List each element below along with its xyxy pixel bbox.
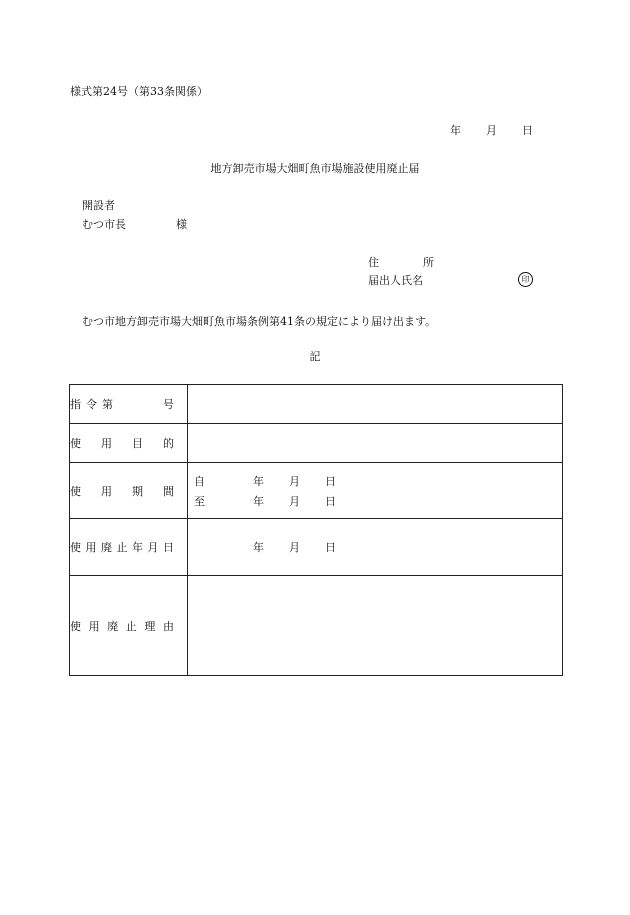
label-char: 理 bbox=[144, 619, 156, 633]
address-label-char: 住 bbox=[368, 256, 379, 269]
label-char: 用 bbox=[88, 619, 100, 633]
label-char: 使 bbox=[70, 437, 81, 450]
form-table bbox=[69, 384, 563, 676]
label-char: 号 bbox=[163, 398, 174, 411]
abolition-reason-field[interactable] bbox=[188, 576, 563, 676]
abolition-day: 日 bbox=[325, 541, 336, 554]
label-char: 止 bbox=[125, 619, 137, 633]
address-label bbox=[368, 257, 434, 268]
ki-heading: 記 bbox=[309, 350, 321, 363]
row-label-period bbox=[70, 463, 188, 519]
period-to-label: 至 bbox=[194, 494, 205, 508]
abolition-month: 月 bbox=[289, 541, 300, 554]
label-char: 指 bbox=[70, 398, 81, 411]
period-from-year: 年 bbox=[253, 474, 264, 488]
row-label-purpose bbox=[70, 424, 188, 463]
period-to-month: 月 bbox=[289, 494, 300, 508]
table-row bbox=[70, 424, 563, 463]
label-char: 使 bbox=[70, 619, 81, 633]
label-char: 目 bbox=[132, 437, 143, 450]
label-char: 月 bbox=[147, 541, 159, 554]
period-from-month: 月 bbox=[289, 474, 300, 488]
table-row bbox=[70, 385, 563, 424]
purpose-field[interactable] bbox=[188, 424, 563, 463]
address-label-char: 所 bbox=[423, 256, 434, 269]
label-char: 止 bbox=[116, 541, 128, 554]
label-char: 廃 bbox=[101, 541, 112, 554]
date-month-label: 月 bbox=[486, 124, 497, 137]
label-char: 令 bbox=[86, 398, 97, 411]
label-char: 由 bbox=[162, 619, 174, 633]
statement-text: むつ市地方卸売市場大畑町魚市場条例第41条の規定により届け出ます。 bbox=[82, 315, 437, 328]
table-row bbox=[70, 463, 563, 519]
label-char: 用 bbox=[101, 484, 112, 498]
label-char: 日 bbox=[163, 541, 174, 554]
row-label-abolition-date bbox=[70, 519, 188, 576]
applicant-name-label: 届出人氏名 bbox=[368, 274, 423, 287]
period-to-year: 年 bbox=[253, 494, 264, 508]
period-from-day: 日 bbox=[325, 474, 336, 488]
abolition-year: 年 bbox=[253, 541, 264, 554]
period-from-label: 自 bbox=[194, 474, 205, 488]
table-row bbox=[70, 519, 563, 576]
row-label-abolition-reason bbox=[70, 576, 188, 676]
addressee-label: 開設者 bbox=[82, 199, 115, 212]
label-char: 年 bbox=[132, 541, 143, 554]
table-row bbox=[70, 576, 563, 676]
label-char: 的 bbox=[163, 437, 174, 450]
label-char: 用 bbox=[101, 437, 112, 450]
addressee-mayor: むつ市長 bbox=[82, 218, 126, 231]
addressee-honorific: 様 bbox=[176, 218, 187, 231]
document-title: 地方卸売市場大畑町魚市場施設使用廃止届 bbox=[210, 162, 420, 175]
label-char: 使 bbox=[70, 541, 81, 554]
period-to-day: 日 bbox=[325, 494, 336, 508]
directive-number-field[interactable] bbox=[188, 385, 563, 424]
row-label-directive-number bbox=[70, 385, 188, 424]
label-char: 廃 bbox=[107, 619, 119, 633]
abolition-date-field[interactable] bbox=[188, 519, 563, 576]
label-char: 用 bbox=[85, 541, 97, 554]
label-char: 期 bbox=[132, 484, 143, 498]
date-year-label: 年 bbox=[450, 124, 461, 137]
form-number: 様式第24号（第33条関係） bbox=[70, 85, 208, 98]
label-char: 使 bbox=[70, 484, 81, 498]
period-field[interactable] bbox=[188, 463, 563, 519]
seal-mark: 印 bbox=[518, 272, 533, 287]
date-day-label: 日 bbox=[522, 124, 533, 137]
label-char: 間 bbox=[163, 484, 174, 498]
label-char: 第 bbox=[102, 398, 113, 411]
